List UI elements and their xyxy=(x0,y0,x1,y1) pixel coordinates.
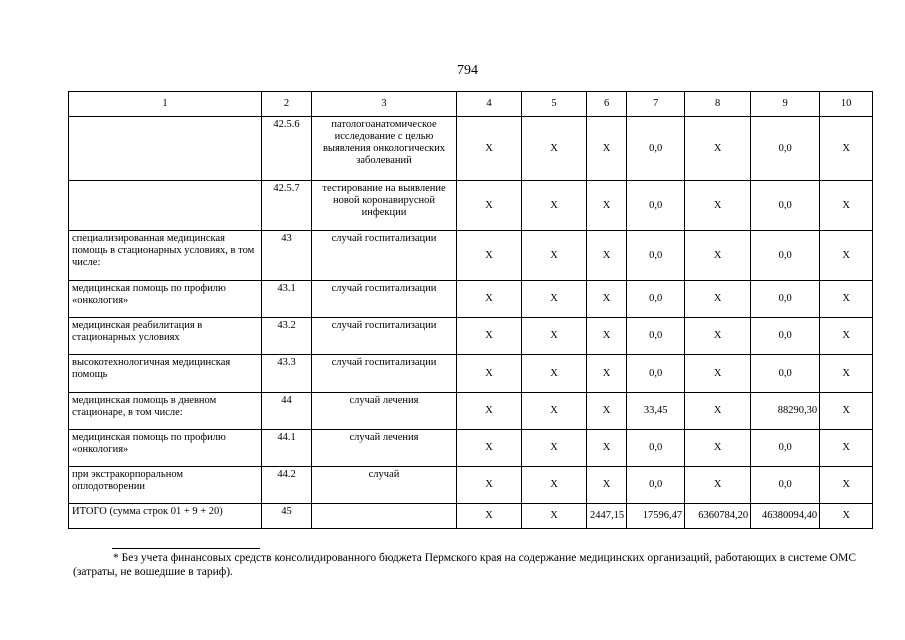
cell-col-10: X xyxy=(820,393,873,430)
cell-col-1 xyxy=(69,117,262,181)
cell-col-5: X xyxy=(522,281,587,318)
cell-col-1: ИТОГО (сумма строк 01 + 9 + 20) xyxy=(69,504,262,529)
table-row xyxy=(69,281,873,318)
table-row xyxy=(69,393,873,430)
cell-col-7: 0,0 xyxy=(627,117,685,181)
cell-col-9: 88290,30 xyxy=(751,393,820,430)
cell-col-3 xyxy=(312,504,457,529)
cell-col-5: X xyxy=(522,181,587,231)
cell-col-7: 0,0 xyxy=(627,355,685,393)
cell-col-9: 0,0 xyxy=(751,355,820,393)
cell-col-4: X xyxy=(457,467,522,504)
cell-col-10: X xyxy=(820,181,873,231)
cell-col-8: X xyxy=(685,393,751,430)
cell-col-7: 0,0 xyxy=(627,281,685,318)
cell-col-3: тестирование на выявление новой коронавирусной инфекции xyxy=(312,181,457,231)
cell-col-7: 0,0 xyxy=(627,231,685,281)
cell-col-3: случай госпитализации xyxy=(312,281,457,318)
cell-col-8: 6360784,20 xyxy=(685,504,751,529)
cell-col-8: X xyxy=(685,430,751,467)
cell-col-6: X xyxy=(587,181,627,231)
header-cell-10: 10 xyxy=(820,92,873,117)
cell-col-2: 45 xyxy=(262,504,312,529)
cell-col-1: медицинская помощь по профилю «онкология» xyxy=(69,430,262,467)
cell-col-2: 44.2 xyxy=(262,467,312,504)
cell-col-6: X xyxy=(587,393,627,430)
cell-col-7: 0,0 xyxy=(627,318,685,355)
cell-col-6: X xyxy=(587,281,627,318)
header-cell-8: 8 xyxy=(685,92,751,117)
footnote-mark: * xyxy=(113,552,119,564)
cell-col-9: 0,0 xyxy=(751,231,820,281)
cell-col-5: X xyxy=(522,318,587,355)
data-table xyxy=(68,91,873,529)
cell-col-7: 17596,47 xyxy=(627,504,685,529)
cell-col-2: 43.2 xyxy=(262,318,312,355)
cell-col-10: X xyxy=(820,504,873,529)
cell-col-8: X xyxy=(685,318,751,355)
header-row xyxy=(69,92,873,117)
cell-col-6: X xyxy=(587,231,627,281)
cell-col-6: X xyxy=(587,430,627,467)
cell-col-10: X xyxy=(820,281,873,318)
cell-col-10: X xyxy=(820,318,873,355)
cell-col-9: 0,0 xyxy=(751,467,820,504)
cell-col-9: 0,0 xyxy=(751,318,820,355)
footnote-rule xyxy=(112,548,260,549)
cell-col-5: X xyxy=(522,393,587,430)
table-row xyxy=(69,355,873,393)
cell-col-3: случай госпитализации xyxy=(312,355,457,393)
cell-col-1: высокотехнологичная медицинская помощь xyxy=(69,355,262,393)
cell-col-7: 0,0 xyxy=(627,430,685,467)
cell-col-3: патологоанатомическое исследование с целью выявления онкологических заболеваний xyxy=(312,117,457,181)
cell-col-3: случай лечения xyxy=(312,393,457,430)
header-cell-2: 2 xyxy=(262,92,312,117)
cell-col-4: X xyxy=(457,181,522,231)
header-cell-6: 6 xyxy=(587,92,627,117)
cell-col-3: случай госпитализации xyxy=(312,318,457,355)
cell-col-5: X xyxy=(522,430,587,467)
cell-col-2: 43.1 xyxy=(262,281,312,318)
cell-col-2: 44.1 xyxy=(262,430,312,467)
cell-col-4: X xyxy=(457,393,522,430)
cell-col-8: X xyxy=(685,355,751,393)
cell-col-9: 0,0 xyxy=(751,117,820,181)
cell-col-9: 46380094,40 xyxy=(751,504,820,529)
cell-col-8: X xyxy=(685,231,751,281)
cell-col-7: 0,0 xyxy=(627,181,685,231)
table-row xyxy=(69,231,873,281)
cell-col-2: 44 xyxy=(262,393,312,430)
cell-col-3: случай госпитализации xyxy=(312,231,457,281)
header-cell-5: 5 xyxy=(522,92,587,117)
page-number: 794 xyxy=(457,63,478,78)
cell-col-6: 2447,15 xyxy=(587,504,627,529)
cell-col-5: X xyxy=(522,355,587,393)
cell-col-1: медицинская помощь по профилю «онкология» xyxy=(69,281,262,318)
cell-col-8: X xyxy=(685,181,751,231)
header-cell-7: 7 xyxy=(627,92,685,117)
cell-col-4: X xyxy=(457,281,522,318)
cell-col-10: X xyxy=(820,467,873,504)
header-cell-4: 4 xyxy=(457,92,522,117)
cell-col-10: X xyxy=(820,355,873,393)
cell-col-3: случай лечения xyxy=(312,430,457,467)
cell-col-5: X xyxy=(522,231,587,281)
cell-col-4: X xyxy=(457,504,522,529)
cell-col-1: специализированная медицинская помощь в стационарных условиях, в том числе: xyxy=(69,231,262,281)
cell-col-1 xyxy=(69,181,262,231)
cell-col-4: X xyxy=(457,231,522,281)
cell-col-2: 43 xyxy=(262,231,312,281)
cell-col-10: X xyxy=(820,117,873,181)
cell-col-4: X xyxy=(457,355,522,393)
cell-col-9: 0,0 xyxy=(751,281,820,318)
cell-col-6: X xyxy=(587,318,627,355)
cell-col-5: X xyxy=(522,467,587,504)
cell-col-1: медицинская реабилитация в стационарных условиях xyxy=(69,318,262,355)
cell-col-7: 0,0 xyxy=(627,467,685,504)
table-row xyxy=(69,430,873,467)
cell-col-8: X xyxy=(685,281,751,318)
cell-col-2: 42.5.7 xyxy=(262,181,312,231)
cell-col-6: X xyxy=(587,467,627,504)
table-row xyxy=(69,504,873,529)
cell-col-4: X xyxy=(457,117,522,181)
cell-col-10: X xyxy=(820,430,873,467)
table-body xyxy=(69,92,873,529)
cell-col-4: X xyxy=(457,430,522,467)
cell-col-9: 0,0 xyxy=(751,430,820,467)
cell-col-10: X xyxy=(820,231,873,281)
cell-col-6: X xyxy=(587,117,627,181)
cell-col-4: X xyxy=(457,318,522,355)
cell-col-1: медицинская помощь в дневном стационаре, в том числе: xyxy=(69,393,262,430)
cell-col-2: 42.5.6 xyxy=(262,117,312,181)
header-cell-9: 9 xyxy=(751,92,820,117)
cell-col-7: 33,45 xyxy=(627,393,685,430)
cell-col-8: X xyxy=(685,117,751,181)
table-row xyxy=(69,117,873,181)
table-row xyxy=(69,181,873,231)
cell-col-3: случай xyxy=(312,467,457,504)
footnote xyxy=(73,551,856,579)
cell-col-5: X xyxy=(522,117,587,181)
cell-col-5: X xyxy=(522,504,587,529)
footnote-text: Без учета финансовых средств консолидированного бюджета Пермского края на содержание медицинских организаций, работающих в системе ОМС (затраты, не вошедшие в тариф). xyxy=(73,552,857,578)
header-cell-3: 3 xyxy=(312,92,457,117)
cell-col-1: при экстракорпоральном оплодотворении xyxy=(69,467,262,504)
cell-col-9: 0,0 xyxy=(751,181,820,231)
header-cell-1: 1 xyxy=(69,92,262,117)
table-row xyxy=(69,467,873,504)
cell-col-2: 43.3 xyxy=(262,355,312,393)
cell-col-8: X xyxy=(685,467,751,504)
table-row xyxy=(69,318,873,355)
cell-col-6: X xyxy=(587,355,627,393)
